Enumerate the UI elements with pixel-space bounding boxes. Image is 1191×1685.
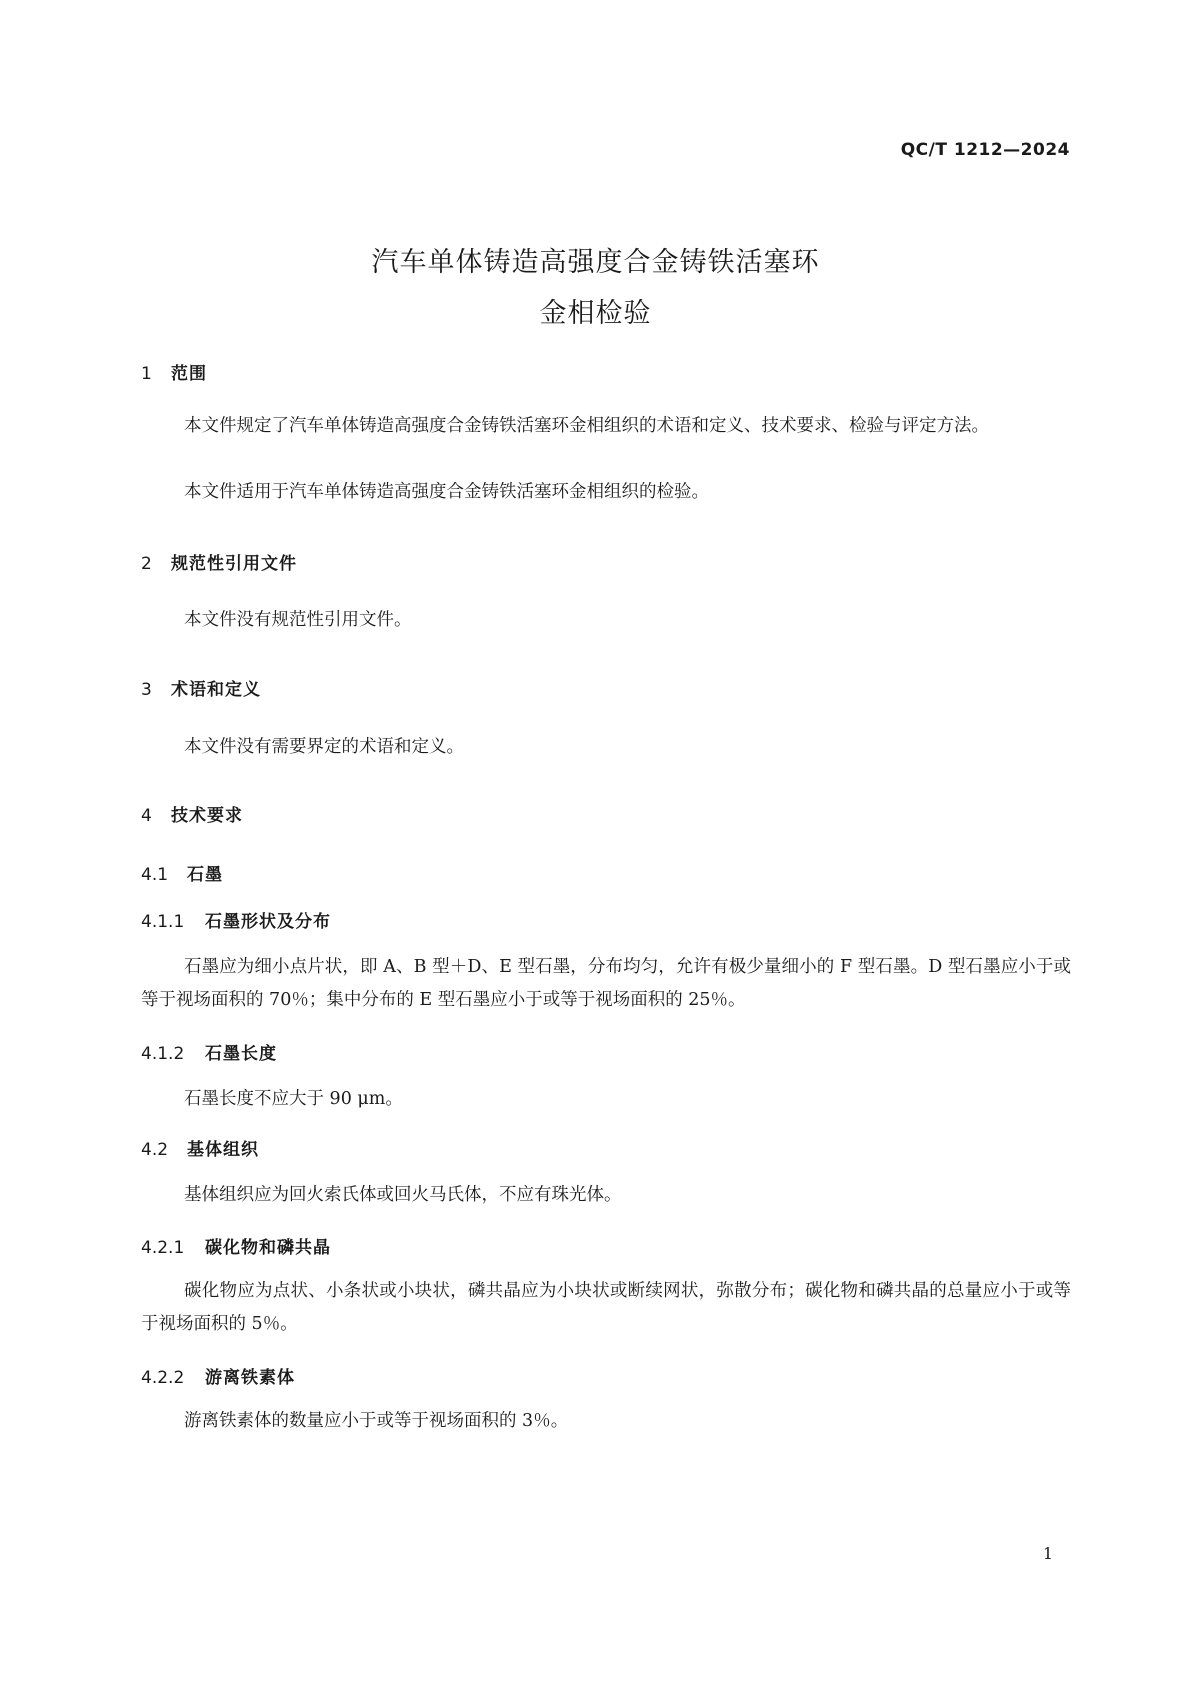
section-number: 4.1.2 [141,1044,185,1064]
section-number: 4.1 [141,865,169,885]
section-4-heading [141,801,243,826]
section-4-1-1-paragraph-1: 石墨应为细小点片状，即 A、B 型＋D、E 型石墨，分布均匀，允许有极少量细小的 F 型石墨。D 型石墨应小于或等于视场面积的 70％；集中分布的 E 型石墨应小于或等于视场面积的 25％。 [141,957,1071,1010]
section-3-heading [141,675,261,700]
section-number: 4.2 [141,1140,169,1160]
section-3-paragraph-1: 本文件没有需要界定的术语和定义。 [184,737,464,757]
section-4-2-paragraph-1: 基体组织应为回火索氏体或回火马氏体，不应有珠光体。 [184,1185,622,1205]
section-4-1-1-heading [141,907,331,932]
section-title: 基体组织 [187,1140,259,1160]
section-4-2-heading [141,1135,259,1160]
section-title: 碳化物和磷共晶 [205,1238,331,1258]
section-number: 4.2.1 [141,1238,185,1258]
section-1-paragraph-1: 本文件规定了汽车单体铸造高强度合金铸铁活塞环金相组织的术语和定义、技术要求、检验与评定方法。 [184,416,989,436]
section-number: 4.2.2 [141,1368,185,1388]
section-4-2-2-paragraph-1: 游离铁素体的数量应小于或等于视场面积的 3％。 [184,1411,569,1431]
section-2-paragraph-1: 本文件没有规范性引用文件。 [184,610,412,630]
section-title: 范围 [171,364,207,384]
section-title: 石墨长度 [205,1044,277,1064]
section-1-heading [141,359,207,384]
section-number: 4 [141,806,152,826]
section-title: 规范性引用文件 [171,554,297,574]
section-title: 技术要求 [171,806,243,826]
section-title: 石墨形状及分布 [205,912,331,932]
section-4-1-2-paragraph-1: 石墨长度不应大于 90 μm。 [184,1089,403,1109]
section-4-2-1-paragraph-1: 碳化物应为点状、小条状或小块状，磷共晶应为小块状或断续网状，弥散分布；碳化物和磷共晶的总量应小于或等于视场面积的 5％。 [141,1281,1071,1334]
section-number: 4.1.1 [141,912,185,932]
section-1-paragraph-2: 本文件适用于汽车单体铸造高强度合金铸铁活塞环金相组织的检验。 [184,482,709,502]
section-number: 2 [141,554,152,574]
section-title: 石墨 [187,865,223,885]
document-code: QC/T 1212—2024 [900,140,1070,160]
section-4-2-1-heading [141,1233,331,1258]
document-title-line-2: 金相检验 [539,298,652,329]
section-2-heading [141,549,297,574]
page-number: 1 [1042,1544,1053,1563]
section-title: 游离铁素体 [205,1368,295,1388]
section-4-1-2-heading [141,1039,277,1064]
section-number: 3 [141,680,152,700]
section-4-2-2-heading [141,1363,295,1388]
section-title: 术语和定义 [171,680,261,700]
document-title-line-1: 汽车单体铸造高强度合金铸铁活塞环 [371,247,820,278]
section-number: 1 [141,364,152,384]
section-4-1-heading [141,860,223,885]
